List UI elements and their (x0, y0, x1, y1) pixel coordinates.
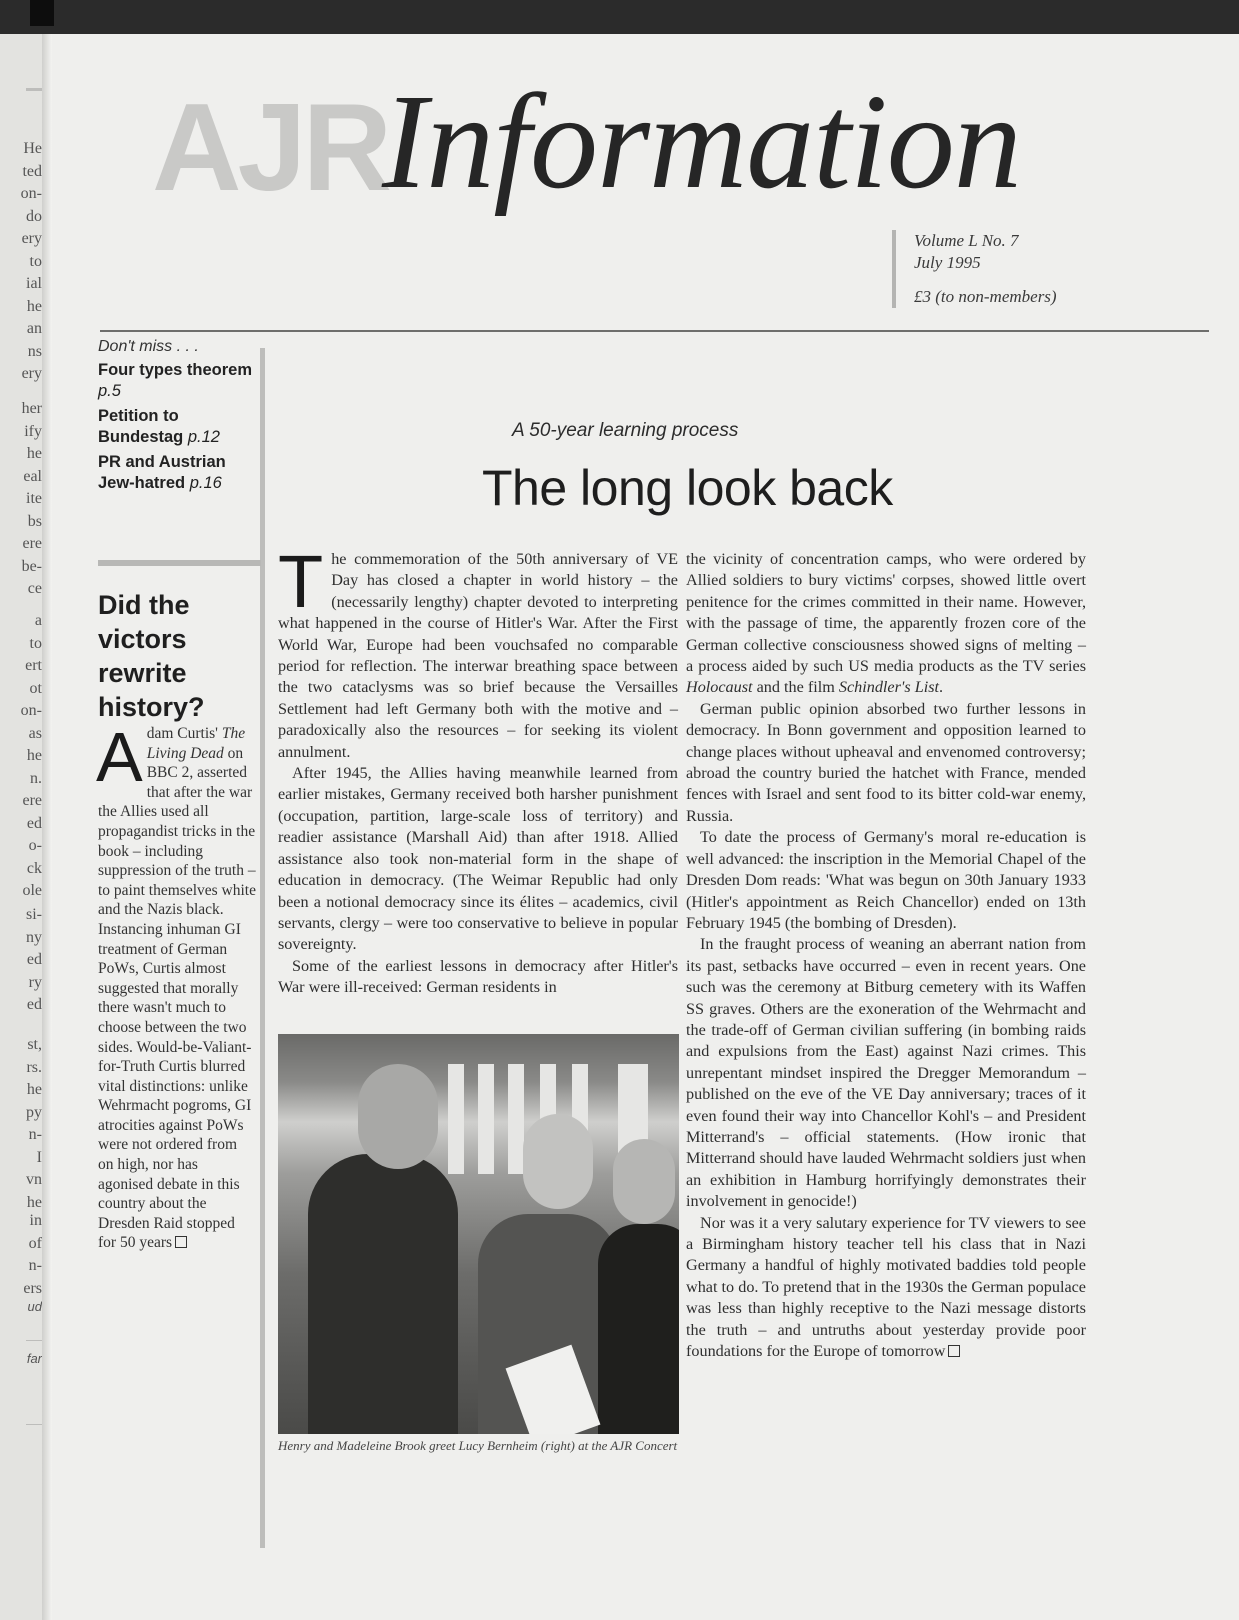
facing-page-line: ed (26, 814, 42, 832)
paragraph-text: and the film (752, 678, 839, 697)
sidebar-text: on BBC 2, asserted that after the war the Allies used all propagandist tricks in the book – including suppression of the truth – to paint themselves white and the Nazis black. Instancing inhuman GI treatment of German PoWs, Curtis almost suggested that morally there wasn't much to choose between the two sides. Would-be-Valiant-for-Truth Curtis blurred vital distinctions: unlike Wehrmacht pogroms, GI atrocities against PoWs were not ordered from on high, nor has agonised debate in this country about the Dresden Raid stopped for 50 years (98, 744, 256, 1252)
dont-miss-item-title: PR and Austrian Jew-hatred (98, 453, 226, 492)
facing-page-line: st, (27, 1036, 42, 1053)
paragraph-text: the vicinity of concentration camps, who were ordered by Allied soldiers to bury victims' corpses, showed little overt penitence for the crimes committed in their name. However, with the passage of time, the apparently frozen core of the German collective consciousness showed signs of melting – a process aided by such US media products as the TV series (686, 550, 1086, 676)
paragraph (686, 549, 1086, 699)
facing-page-line: ck (26, 859, 42, 877)
sidebar-text: dam Curtis' (146, 725, 222, 742)
article-kicker: A 50-year learning process (512, 420, 739, 441)
facing-page-text (21, 610, 42, 903)
facing-page-line: n- (28, 1126, 42, 1143)
dont-miss-item[interactable] (98, 452, 258, 494)
facing-page-line: he (26, 297, 42, 315)
facing-page-line: he (26, 445, 42, 462)
sidebar-article-body (96, 718, 256, 1253)
paragraph (278, 540, 678, 763)
facing-page-line: he (26, 1193, 42, 1211)
dont-miss-item-page: p.5 (98, 382, 121, 400)
facing-page-line: ny (26, 928, 42, 946)
facing-page-text (22, 398, 42, 601)
article-column-2 (686, 549, 1086, 1362)
dont-miss-item-title: Four types theorem (98, 361, 253, 379)
facing-page-line: to (29, 252, 42, 270)
facing-page-line: ify (24, 422, 42, 440)
facing-page-line: ot (29, 679, 42, 697)
facing-page-line: py (26, 1103, 42, 1121)
dont-miss-bar (98, 560, 261, 566)
paragraph-text: Nor was it a very salutary experience for TV viewers to see a Birmingham history teacher tell his class that in Nazi Germany a handful of highly motivated baddies told people what to do. To pretend that in the 1930s the German populace was less than highly receptive to the Nazi message distorts the truth – and untruths about yesterday provide poor foundations for the Europe of tomorrow (686, 1213, 1086, 1361)
tv-series-title: Holocaust (686, 678, 753, 697)
facing-page-line: bs (27, 512, 42, 530)
newsletter-page (52, 34, 1239, 1620)
facing-page-line: he (26, 1081, 42, 1098)
facing-page-line: ed (26, 951, 42, 968)
end-mark-icon (175, 1236, 187, 1248)
paragraph: Some of the earliest lessons in democracy after Hitler's War were ill-received: German residents in (278, 956, 678, 997)
facing-page-text: ud (27, 1299, 42, 1314)
facing-page-line: eal (23, 467, 42, 485)
facing-page-line: ole (22, 882, 42, 899)
paragraph-text: he commemoration of the 50th anniversary of VE Day has closed a chapter in world history – the (necessarily lengthy) chapter devoted to interpreting what happened in the course of Hitler's War. After the First World War, Europe had been vouchsafed no comparable period for reflection. The interwar breathing space between the two cataclysms was so brief because the Versailles Settlement had left Germany both with the motive and – paradoxically also the resources – for seeking its violent annulment. (278, 550, 678, 761)
paragraph: After 1945, the Allies having meanwhile learned from earlier mistakes, Germany received both harsher punishment (occupation, partition, large-scale loss of territory) and readier assistance (Marshall Aid) than after 1918. Allied assistance also took non-material form in the shape of education in democracy. (The Weimar Republic had only been a notional democracy since its élites – academics, civil servants, clergy – were too conservative to believe in popular sovereignty. (278, 764, 678, 954)
dont-miss-lead: Don't miss . . . (98, 338, 199, 355)
sidebar-divider (260, 348, 265, 1548)
sidebar-article-title: Did the victors rewrite history? (98, 590, 205, 722)
dont-miss-item-page: p.12 (187, 428, 220, 446)
paragraph: In the fraught process of weaning an aberrant nation from its past, setbacks have occurred – even in recent years. One such was the ceremony at Bitburg cemetery with its Waffen SS graves. Others are the exoneration of the Wehrmacht and the trade-off of German civilian suffering (in bombing raids and expulsions from the East) against Nazi crimes. This unrepentant mindset inspired the Dregger Memorandum – published on the eve of the VE Day anniversary; traces of it even found their way into Chancellor Kohl's – and President Mitterrand's – official statements. (How ironic that Mitterrand should have lauded Wehrmacht soldiers just when an exhibition in Hamburg horrifyingly demonstrates their involvement in genocide!) (686, 935, 1086, 1211)
facing-page-line: on- (20, 185, 42, 202)
facing-page-line: of (28, 1234, 42, 1252)
film-title: Schindler's List (838, 678, 940, 697)
dont-miss-item-title: Petition to Bundestag (98, 407, 184, 446)
program-title: The Living Dead (146, 725, 246, 762)
facing-page-line: to (29, 634, 42, 652)
facing-page-line: on- (20, 702, 42, 719)
facing-page-line: vn (26, 1171, 42, 1188)
facing-page-line: ial (26, 275, 42, 292)
article-headline: The long look back (482, 460, 893, 516)
paragraph: To date the process of Germany's moral re-education is well advanced: the inscription in the Memorial Chapel of the Dresden Dom reads: 'What was begun on 30th January 1933 (Hitler's appointment as Reich Chancellor) ended on 13th February 1945 (the bombing of Dresden). (686, 828, 1086, 932)
facing-page-line: her (21, 400, 42, 417)
facing-page-line: ere (22, 535, 42, 552)
photo-caption: Henry and Madeleine Brook greet Lucy Bernheim (right) at the AJR Concert (278, 1438, 678, 1453)
facing-page-line: ert (25, 657, 42, 674)
facing-page-text (26, 1034, 42, 1214)
scan-top-edge (0, 0, 1239, 34)
facing-page-text: far (26, 1351, 42, 1366)
facing-page-line: an (26, 320, 42, 337)
facing-page-line: n. (30, 769, 42, 787)
facing-page-line: a (34, 612, 42, 629)
masthead-divider (100, 330, 1209, 332)
paragraph: German public opinion absorbed two further lessons in democracy. In Bonn government and opposition learned to change places without upheaval and envenomed controversy; abroad the country buried the hatchet with France, mended fences with Israel and sent food to its bitter cold-war enemy, Russia. (686, 699, 1086, 825)
end-mark-icon (948, 1345, 960, 1357)
page-gutter (42, 34, 52, 1620)
facing-page-line: do (26, 207, 42, 225)
facing-page-line: as (28, 724, 42, 742)
facing-page-line: ery (21, 365, 42, 382)
facing-page-line: I (36, 1148, 42, 1166)
facing-page-text (23, 1210, 42, 1300)
drop-cap: T (278, 540, 324, 623)
facing-page-line: ed (26, 996, 42, 1013)
article-column-1 (278, 540, 678, 999)
dont-miss-item[interactable] (98, 360, 258, 402)
issue-info (892, 230, 1057, 308)
facing-page-line: ite (26, 490, 42, 507)
facing-page-line: in (29, 1212, 42, 1229)
issue-volume: Volume L No. 7 (914, 231, 1019, 250)
paragraph (686, 1213, 1086, 1363)
facing-page-line: n- (28, 1257, 42, 1274)
masthead-logo-ajr: AJR (152, 79, 389, 217)
facing-page-line: o- (28, 837, 42, 854)
article-photo (278, 1034, 679, 1434)
dont-miss-item-page: p.16 (189, 474, 222, 492)
facing-page-line: ry (28, 973, 42, 991)
masthead-logo-information: Information (382, 67, 1021, 217)
facing-page-line: si- (26, 906, 42, 923)
facing-page-line: be- (21, 557, 42, 575)
facing-page-line: rs. (26, 1058, 42, 1076)
facing-page-line: He (23, 140, 42, 157)
facing-page-line: he (26, 747, 42, 764)
facing-page-text (26, 904, 42, 1017)
facing-page-line: ers (23, 1279, 42, 1297)
facing-page-line: ted (22, 162, 42, 180)
issue-date: July 1995 (914, 253, 981, 272)
facing-page-text (21, 138, 42, 386)
facing-page-line: ns (27, 342, 42, 360)
facing-page-edge (0, 34, 44, 1620)
drop-cap: A (96, 718, 143, 796)
facing-page-line: ce (27, 580, 42, 597)
scan-corner (30, 0, 54, 26)
facing-page-line: ere (22, 792, 42, 809)
dont-miss-box (98, 338, 258, 498)
facing-page-line: ery (21, 230, 42, 247)
dont-miss-item[interactable] (98, 406, 258, 448)
issue-price: £3 (to non-members) (914, 287, 1057, 306)
paragraph-text: . (939, 678, 944, 697)
